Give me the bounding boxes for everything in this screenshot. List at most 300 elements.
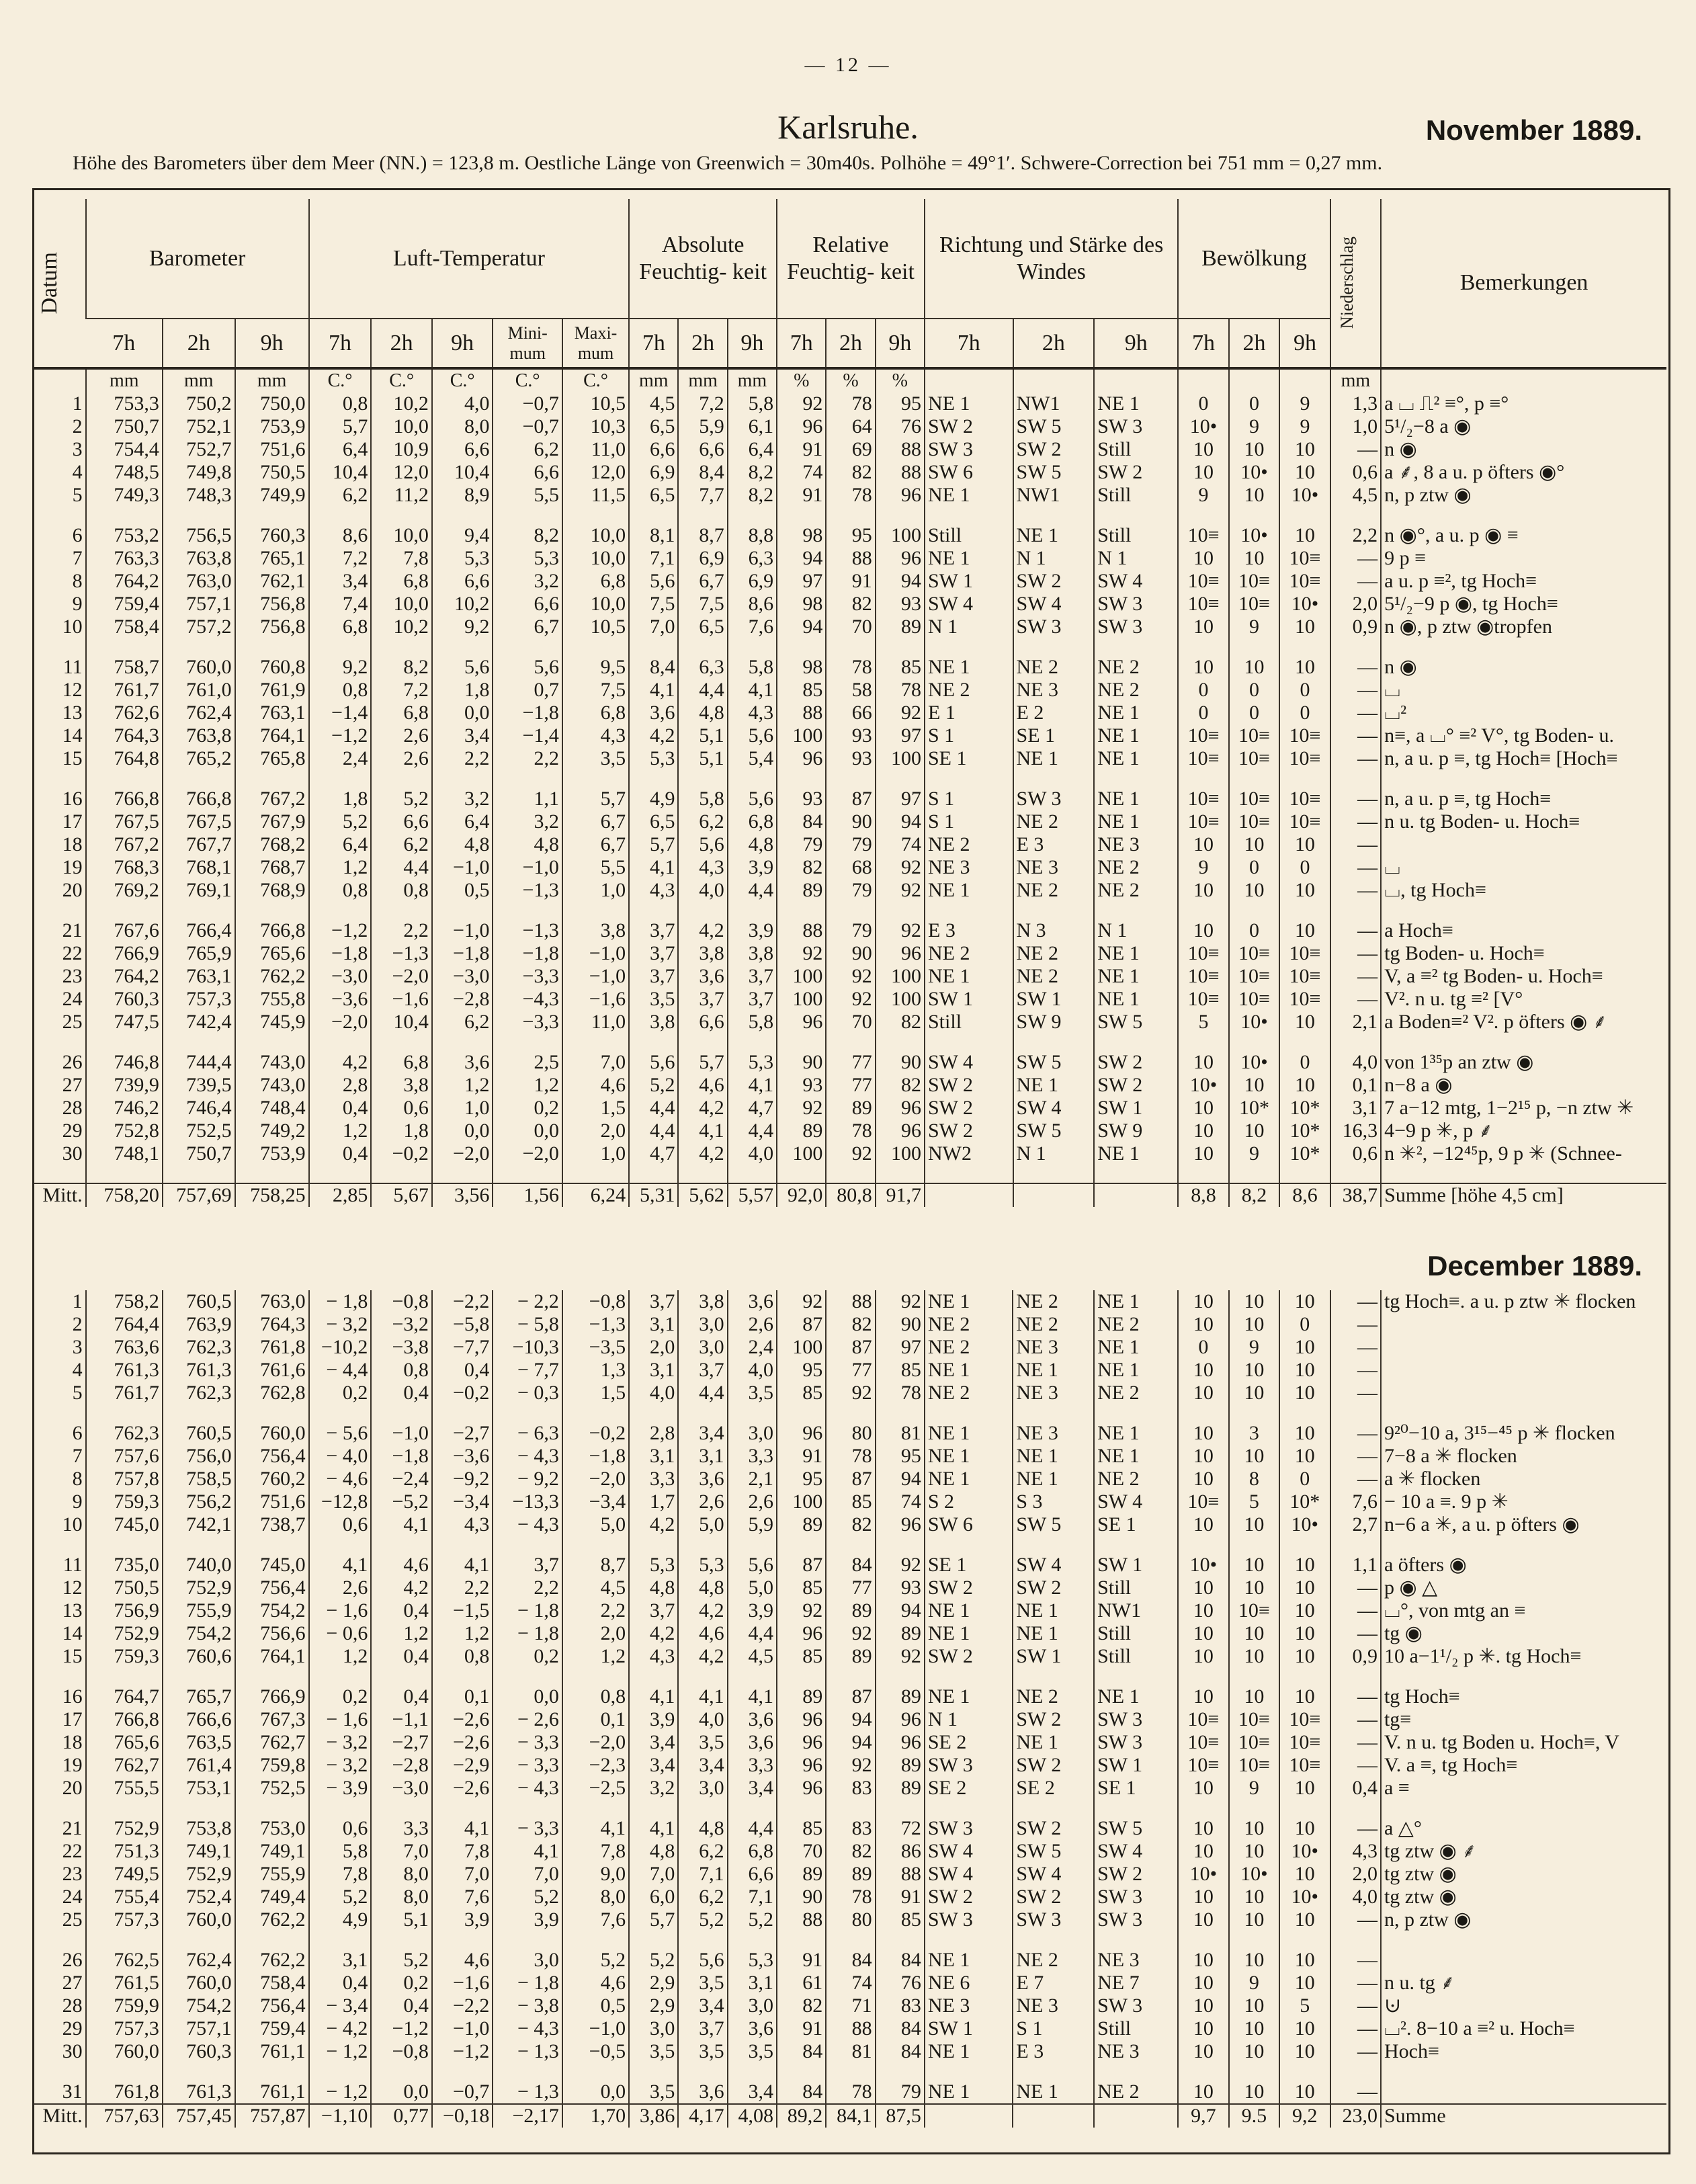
table-cell: Still [925,524,1013,547]
table-cell: SW 3 [925,1908,1013,1931]
table-cell: 767,5 [163,810,235,833]
day-row [34,702,1666,724]
table-cell: 10 [1178,1908,1228,1931]
table-cell: 757,3 [86,1908,163,1931]
table-cell: 6,2 [678,1886,727,1908]
table-cell: 92,0 [777,1183,826,1207]
table-cell [34,368,86,392]
table-cell: 10 [1279,1554,1330,1577]
table-cell: 763,6 [86,1336,163,1359]
table-cell: 7,6 [562,1908,629,1931]
spacer-cell [1178,1536,1228,1554]
table-cell: SW 5 [1094,1817,1178,1840]
table-cell: 14 [62,1622,83,1644]
table-cell: −1,8 [432,942,493,965]
table-cell: 768,9 [235,879,309,902]
table-cell: 763,3 [86,547,163,570]
table-cell: 3,9 [728,856,777,879]
spacer-cell [777,1668,826,1685]
table-cell: 72 [876,1817,925,1840]
table-cell: −1,0 [432,2017,493,2040]
table-cell: 3 [72,438,83,460]
table-cell: 88 [826,547,875,570]
table-cell: 78 [826,656,875,679]
table-cell: NE 1 [1013,1599,1094,1622]
table-cell: 6,4 [309,833,372,856]
table-cell: 3,6 [678,1468,727,1490]
table-cell: −2,17 [493,2104,562,2128]
table-cell: −2,8 [432,988,493,1011]
table-cell: 6,9 [629,461,678,484]
day-row [34,1863,1666,1886]
table-cell: 4,4 [728,879,777,902]
table-cell: NE 2 [925,1382,1013,1404]
spacer-cell [309,1536,372,1554]
spacer-cell [826,1668,875,1685]
spacer-cell [629,1800,678,1817]
spacer-cell [629,1536,678,1554]
spacer-cell [1094,1034,1178,1051]
table-cell: 84 [876,2040,925,2063]
day-row [34,856,1666,879]
table-cell: 7,0 [629,1863,678,1886]
table-cell: 5,9 [678,415,727,438]
spacer-cell [925,1931,1013,1949]
table-cell: 3,86 [629,2104,678,2128]
table-cell: 10≡ [1279,810,1330,833]
spacer-cell [432,1165,493,1183]
spacer-cell [235,902,309,919]
table-cell: N 3 [1013,919,1095,942]
h7-header: 7h [925,319,1013,368]
table-cell: SW 3 [925,438,1013,461]
table-cell: 1,2 [493,1074,562,1097]
spacer-cell [86,638,163,656]
temp-header: Luft-Temperatur [309,199,630,319]
table-cell: −3,0 [432,965,493,988]
table-cell: 3,3 [629,1468,678,1490]
table-cell: 0,4 [1330,1777,1381,1800]
table-cell: 762,4 [163,1949,235,1972]
table-cell: 3,4 [728,1777,777,1800]
table-cell: 6,6 [629,438,678,461]
table-cell: 8,2 [728,461,777,484]
table-cell: — [1330,1908,1381,1931]
table-cell: 767,2 [86,833,163,856]
table-cell: 765,9 [163,942,235,965]
table-cell: NE 1 [1094,392,1178,415]
table-cell: 84,1 [826,2104,875,2128]
table-cell: 8,7 [562,1554,629,1577]
table-cell: 752,1 [163,415,235,438]
table-cell: − 3,3 [493,1731,562,1754]
table-cell: 749,8 [163,461,235,484]
spacer-cell [1094,1165,1178,1183]
table-cell: −1,5 [432,1599,493,1622]
table-cell: Hoch≡ [1381,2040,1666,2063]
table-cell: −3,2 [371,1313,432,1336]
spacer-cell [1178,902,1228,919]
table-cell: 9 [72,593,83,615]
table-cell: SW 1 [925,570,1013,593]
table-cell: 2,9 [629,1994,678,2017]
table-cell: E 3 [925,919,1013,942]
table-cell: 763,1 [163,965,235,988]
table-cell: 753,3 [86,392,163,415]
table-cell: 3,0 [678,1313,727,1336]
day-row [34,438,1666,461]
table-cell: NE 1 [1094,1142,1178,1165]
spacer-cell [562,1800,629,1817]
table-cell: 3,4 [309,570,372,593]
table-cell: 10≡ [1229,747,1279,770]
table-cell: 0,2 [493,1097,562,1120]
spacer-cell [925,638,1013,656]
table-cell: 10 [1279,1908,1330,1931]
table-cell: 92 [876,919,925,942]
table-cell: 753,1 [163,1777,235,1800]
spacer-cell [432,1800,493,1817]
table-cell: 70 [826,616,875,638]
table-cell: 88 [876,1863,925,1886]
table-cell: 0,1 [562,1708,629,1731]
table-cell: NE 1 [1094,810,1178,833]
table-cell: 4,3 [728,702,777,724]
table-cell: 10 [1178,1513,1228,1536]
table-cell: 94 [777,616,826,638]
table-cell: −0,7 [493,415,562,438]
spacer-cell [562,1536,629,1554]
table-cell: 85 [876,1359,925,1382]
table-cell: 759,3 [86,1645,163,1668]
spacer-cell [1381,1931,1666,1949]
table-cell: — [1330,747,1381,770]
spacer-cell [1178,1800,1228,1817]
table-cell: 767,2 [235,788,309,810]
table-cell: 1,0 [562,879,629,902]
table-cell: ⊍ [1381,1994,1666,2017]
table-cell: 3,8 [371,1074,432,1097]
table-cell: mm [678,368,727,392]
table-cell: 10 [1178,2081,1228,2104]
table-cell: 4,0 [629,1382,678,1404]
table-cell: 5 [1178,1011,1228,1034]
table-cell: 4−9 p ✳, p ⸙ [1381,1120,1666,1142]
table-cell: 7,7 [678,484,727,507]
table-cell [1381,833,1666,856]
table-cell: SW 3 [1013,616,1095,638]
table-cell: 10 [1279,1622,1330,1645]
spacer-cell [925,2063,1013,2081]
spacer-cell [163,1034,235,1051]
spacer-cell [34,1165,86,1183]
h9-header: 9h [235,319,309,368]
day-row [34,747,1666,770]
table-cell: 5,6 [629,570,678,593]
table-cell: 82 [777,856,826,879]
table-cell: 98 [777,593,826,616]
spacer-cell [1229,638,1279,656]
spacer-cell [777,1800,826,1817]
table-cell: 4,6 [432,1949,493,1972]
table-cell: SW 2 [1013,1754,1094,1777]
table-cell: SW 2 [1013,1886,1094,1908]
table-cell: 761,9 [235,679,309,702]
table-cell: NE 1 [1013,747,1095,770]
table-cell: 10 [1229,1949,1279,1972]
table-cell: −1,3 [562,1313,629,1336]
table-cell: 755,5 [86,1777,163,1800]
table-cell: 8,2 [1229,1183,1279,1207]
table-cell: 10 [1229,1313,1279,1336]
table-cell: 26 [62,1051,83,1073]
table-cell: mm [163,368,235,392]
table-cell: 10 [1279,438,1330,461]
table-cell: −3,4 [432,1490,493,1513]
table-cell: 10 [1229,1886,1279,1908]
spacer-cell [678,902,727,919]
table-cell: 752,9 [86,1817,163,1840]
spacer-cell [86,1931,163,1949]
spacer-cell [562,770,629,788]
table-cell: ⌴°, von mtg an ≡ [1381,1599,1666,1622]
spacer-cell [86,1165,163,1183]
table-cell: 92 [876,1290,925,1313]
station-title: Karlsruhe. [777,108,919,146]
table-cell: NE 2 [1013,1290,1094,1313]
table-cell: 4,5 [562,1577,629,1599]
spacer-cell [371,638,432,656]
table-cell: 760,3 [235,524,309,547]
spacer-cell [1381,1034,1666,1051]
table-cell: 6,2 [371,833,432,856]
table-cell: 742,4 [163,1011,235,1034]
table-cell: 7,5 [629,593,678,616]
spacer-cell [1330,638,1381,656]
table-cell: 77 [826,1577,875,1599]
table-cell: 87 [777,1313,826,1336]
table-cell: 58 [826,679,875,702]
table-cell: 3 [72,1336,83,1358]
table-cell: V. a ≡, tg Hoch≡ [1381,1754,1666,1777]
day-row [34,2040,1666,2063]
table-cell: 5,8 [728,656,777,679]
table-cell: 9 [1178,484,1228,507]
table-cell: 10• [1279,593,1330,616]
table-cell: NE 2 [1094,1468,1178,1490]
remarks-header: Bemerkungen [1381,199,1666,368]
table-cell: 10≡ [1178,965,1228,988]
table-cell: 74 [826,1972,875,1994]
table-cell: 760,6 [163,1645,235,1668]
table-cell: 5,57 [728,1183,777,1207]
table-cell: 3,7 [728,988,777,1011]
table-cell: 96 [876,484,925,507]
table-cell: 740,0 [163,1554,235,1577]
day-row [34,833,1666,856]
table-cell: 0,0 [493,1685,562,1708]
table-cell: 1,2 [309,1645,372,1668]
table-cell: 95 [826,524,875,547]
spacer-cell [1229,1668,1279,1685]
table-cell: 18 [62,1731,83,1753]
table-cell: 96 [876,547,925,570]
table-cell: 0,4 [371,1685,432,1708]
table-cell: — [1330,833,1381,856]
table-cell: 92 [777,1097,826,1120]
table-cell: 10≡ [1229,1708,1279,1731]
spacer-cell [1094,1536,1178,1554]
table-cell: 0 [1229,702,1279,724]
table-cell: E 7 [1013,1972,1094,1994]
table-cell: 4,0 [1330,1051,1381,1074]
table-cell: 756,9 [86,1599,163,1622]
spacer-cell [629,638,678,656]
table-cell: 0 [1279,856,1330,879]
table-cell: 9 [1279,392,1330,415]
table-cell: 5,7 [678,1051,727,1074]
table-cell: 764,3 [86,724,163,747]
table-cell: 10• [1229,1051,1279,1074]
table-cell: — [1330,788,1381,810]
table-cell: 88 [826,2017,875,2040]
table-cell: 9 [1229,415,1279,438]
table-cell: 8,8 [728,524,777,547]
table-cell: 87 [826,1685,875,1708]
table-cell: 79 [826,833,875,856]
table-cell: −0,7 [493,392,562,415]
table-cell: — [1330,702,1381,724]
table-cell: 10 [1229,1120,1279,1142]
table-cell: 3,8 [678,942,727,965]
table-cell: 87 [777,1554,826,1577]
table-cell: 71 [826,1994,875,2017]
table-cell: 5,0 [678,1513,727,1536]
table-cell: 10 [1229,656,1279,679]
spacer-cell [1381,1165,1666,1183]
table-cell: 29 [62,1120,83,1142]
table-cell: tg≡ [1381,1708,1666,1731]
table-cell [1381,1359,1666,1382]
table-cell: 92 [826,1142,875,1165]
table-cell: 757,45 [163,2104,235,2128]
table-cell: 29 [62,2017,83,2040]
table-cell: NE 2 [1013,965,1095,988]
table-cell: 4,1 [371,1513,432,1536]
table-cell: SE 1 [1094,1777,1178,1800]
table-cell: 90 [826,942,875,965]
table-cell: tg ztw ◉ [1381,1886,1666,1908]
day-row [34,1754,1666,1777]
table-cell: −1,3 [493,879,562,902]
table-cell: mm [728,368,777,392]
table-cell: 762,7 [235,1731,309,1754]
table-cell: 74 [777,461,826,484]
table-cell: 4,2 [629,1513,678,1536]
table-cell: 0,6 [309,1513,372,1536]
table-cell: 6,5 [629,415,678,438]
table-cell: NE 1 [925,879,1013,902]
table-cell: 95 [876,392,925,415]
table-cell: 754,4 [86,438,163,461]
table-cell: SW 4 [1013,1097,1095,1120]
spacer-cell [309,770,372,788]
table-cell: 9 [1229,1336,1279,1359]
table-cell: 2,8 [629,1422,678,1445]
spacer-cell [163,1165,235,1183]
table-cell: 10≡ [1229,724,1279,747]
spacer-cell [678,1034,727,1051]
table-cell: 0,6 [1330,1142,1381,1165]
table-cell: 89 [826,1645,875,1668]
table-cell: — [1330,1336,1381,1359]
table-cell: 84 [876,2017,925,2040]
table-cell: 7,5 [678,593,727,616]
table-cell: 10≡ [1229,1754,1279,1777]
table-cell: 7,1 [629,547,678,570]
table-cell: 98 [777,656,826,679]
spacer-cell [1279,1668,1330,1685]
table-cell: 3,0 [678,1336,727,1359]
table-cell: 83 [826,1817,875,1840]
spacer-cell [86,507,163,524]
table-cell: ⌴². 8−10 a ≡² u. Hoch≡ [1381,2017,1666,2040]
table-cell: 6,1 [728,415,777,438]
table-cell: tg ztw ◉ ⸙ [1381,1840,1666,1863]
table-cell: SW 4 [1094,1840,1178,1863]
table-cell: 79 [826,919,875,942]
table-cell: 8,7 [678,524,727,547]
table-cell: 763,0 [235,1290,309,1313]
table-cell: 0,4 [309,1972,372,1994]
table-cell: 2,6 [371,724,432,747]
table-cell: 85 [777,1645,826,1668]
table-cell: 3,1 [629,1445,678,1468]
table-cell: −1,1 [371,1708,432,1731]
table-cell: 3,3 [728,1445,777,1468]
table-cell: 2,2 [1330,524,1381,547]
table-cell: − 1,6 [309,1599,372,1622]
table-cell: 758,5 [163,1468,235,1490]
table-cell: 3,8 [678,1290,727,1313]
spacer-cell [876,1034,925,1051]
table-cell: SW 4 [925,1051,1013,1074]
spacer-cell [432,1034,493,1051]
table-cell: 3 [1229,1422,1279,1445]
spacer-cell [309,1800,372,1817]
table-cell: N 1 [1094,919,1178,942]
table-cell: 7,1 [728,1886,777,1908]
table-cell: 96 [876,1097,925,1120]
table-cell: 5 [1229,1490,1279,1513]
table-cell: 763,1 [235,702,309,724]
table-cell: 23 [62,965,83,987]
table-cell: 6,7 [493,616,562,638]
table-cell: − 6,3 [493,1422,562,1445]
table-cell: 10 [1229,1622,1279,1645]
table-cell: 5,8 [309,1840,372,1863]
table-cell: 4,3 [629,1645,678,1668]
spacer-cell [1229,507,1279,524]
table-cell: NE 1 [925,1290,1013,1313]
spacer-cell [1279,1931,1330,1949]
spacer-cell [1094,1404,1178,1422]
table-cell: SW 3 [1013,788,1095,810]
spacer-cell [1330,1931,1381,1949]
table-cell: 98 [777,524,826,547]
table-cell: 27 [62,1074,83,1096]
table-cell: — [1330,942,1381,965]
